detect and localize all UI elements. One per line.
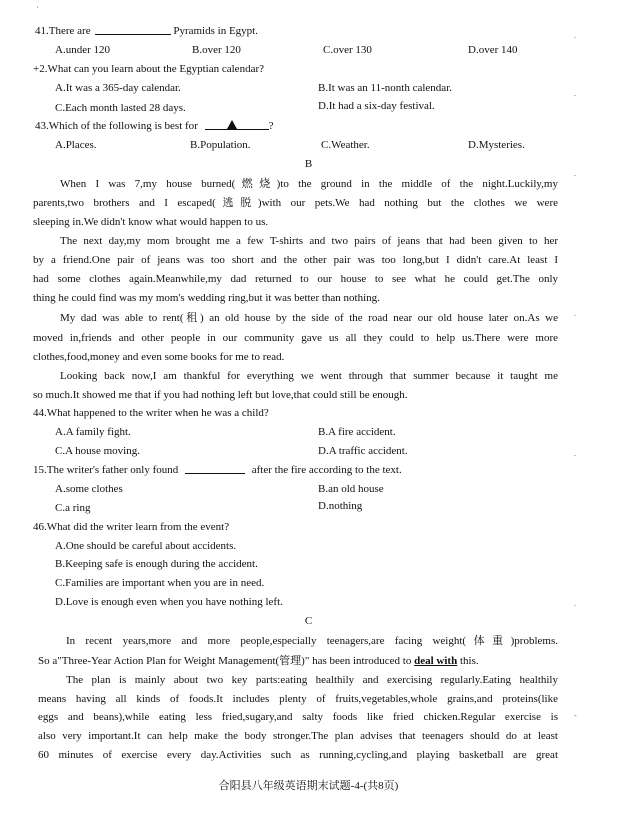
question-44-option-b: B.A fire accident. [318,426,396,438]
margin-mark: . [574,31,576,40]
answer-blank [205,120,269,130]
question-41-option-c: C.over 130 [323,44,372,56]
passage-b-line: moved in,friends and other people in our community gave us all they could to help us.There were more [33,332,558,344]
margin-mark: - [574,711,577,720]
question-42-option-b: B.It was an 11-nonth calendar. [318,82,452,94]
question-44-option-a: A.A family fight. [55,426,131,438]
question-41-option-a: A.under 120 [55,44,110,56]
passage-b-line: so much.It showed me that if you had nothing left but love,that could still be enough. [33,389,408,401]
margin-mark: . [574,169,576,178]
passage-c-line: The plan is mainly about two key parts:eating healthily and exercising regularly.Eating healthily [66,674,558,686]
question-41-option-d: D.over 140 [468,44,518,56]
question-42-option-c: C.Each month lasted 28 days. [55,102,186,114]
question-41-option-b: B.over 120 [192,44,241,56]
question-45-stem [33,463,402,477]
question-45-option-a: A.some clothes [55,483,123,495]
passage-b-line: sleeping in.We didn't know what would happen to us. [33,216,269,228]
question-43-stem-pre: 43.Which of the following is best for [35,120,198,132]
answer-blank [185,464,245,474]
section-b-heading: B [304,158,313,170]
question-44-option-d: D.A traffic accident. [318,445,408,457]
question-46-option-c: C.Families are important when you are in need. [55,577,265,589]
passage-c-line: also very important.It can help make the body stronger.The plan advises that teenagers should do at least [38,730,558,742]
question-43-option-d: D.Mysteries. [468,139,525,151]
question-45-option-c: C.a ring [55,502,91,514]
passage-c-line: means having all kinds of foods.It includes plenty of fruits,vegetables,whole grains,and proteins(like [38,693,558,705]
passage-b-line: clothes,food,money and even some books for me to read. [33,351,285,363]
triangle-icon [227,120,237,129]
passage-c-text: So a"Three-Year Action Plan for Weight Management(管理)" has been introduced to [38,655,412,667]
passage-c-line: eggs and beans),while eating less fried,sugary,and salty foods like fried chicken.Regular exercise is [38,711,558,723]
question-46-option-d: D.Love is enough even when you have nothing left. [55,596,283,608]
question-43-option-b: B.Population. [190,139,251,151]
answer-blank [95,25,171,35]
margin-mark: . [574,89,576,98]
question-45-option-b: B.an old house [318,483,384,495]
passage-b-line: The next day,my mom brought me a few T-shirts and two pairs of jeans that had been given to her [60,235,558,247]
passage-c-line: In recent years,more and more people,especially teenagers,are facing weight(体重)problems. [66,635,558,647]
question-41-stem [35,24,258,38]
question-42-stem: +2.What can you learn about the Egyptian calendar? [33,63,264,75]
passage-b-line: thing he could find was my mom's wedding ring,but it was better than nothing. [33,292,380,304]
passage-b-line: Looking back now,I am thankful for everything we went through that summer because it taught me [60,370,558,382]
question-44-stem: 44.What happened to the writer when he was a child? [33,407,269,419]
question-41-stem-post: Pyramids in Egypt. [173,25,258,37]
question-43-option-a: A.Places. [55,139,97,151]
question-42-option-a: A.It was a 365-day calendar. [55,82,181,94]
margin-mark: . [574,449,576,458]
passage-c-line: 60 minutes of exercise every day.Activities such as running,cycling,and playing basketball are great [38,749,558,761]
question-46-option-a: A.One should be careful about accidents. [55,540,237,552]
passage-c-text: this. [459,655,479,667]
question-41-stem-pre: 41.There are [35,25,91,37]
passage-b-line: parents,two brothers and I escaped(逃脱)with our pets.We had nothing but the clothes we were [33,197,558,209]
page-footer: 合阳县八年级英语期末试题-4-(共8页) [218,780,399,792]
question-45-option-d: D.nothing [318,500,363,512]
passage-c-line [38,654,479,668]
margin-mark: ' [37,5,39,14]
passage-b-line: My dad was able to rent(租) an old house by the side of the road near our old house later on.As we [60,312,558,324]
question-45-stem-pre: 15.The writer's father only found [33,464,179,476]
key-phrase: deal with [414,655,458,667]
question-43-option-c: C.Weather. [321,139,370,151]
passage-b-line: by a friend.One pair of jeans was too short and the other pair was too long,but I didn't care.At least I [33,254,558,266]
question-43-stem [35,119,273,133]
margin-mark: . [574,599,576,608]
passage-b-line: When I was 7,my house burned(燃烧)to the ground in the middle of the night.Luckily,my [60,178,558,190]
section-c-heading: C [304,615,313,627]
question-44-option-c: C.A house moving. [55,445,140,457]
margin-mark: . [574,309,576,318]
question-43-stem-post: ? [268,120,274,132]
passage-b-line: had some clothes again.Meanwhile,my dad returned to our house to see what he could get.The only [33,273,558,285]
question-46-stem: 46.What did the writer learn from the event? [33,521,230,533]
question-45-stem-post: after the fire according to the text. [251,464,402,476]
question-42-option-d: D.It had a six-day festival. [318,100,435,112]
question-46-option-b: B.Keeping safe is enough during the accident. [55,558,258,570]
